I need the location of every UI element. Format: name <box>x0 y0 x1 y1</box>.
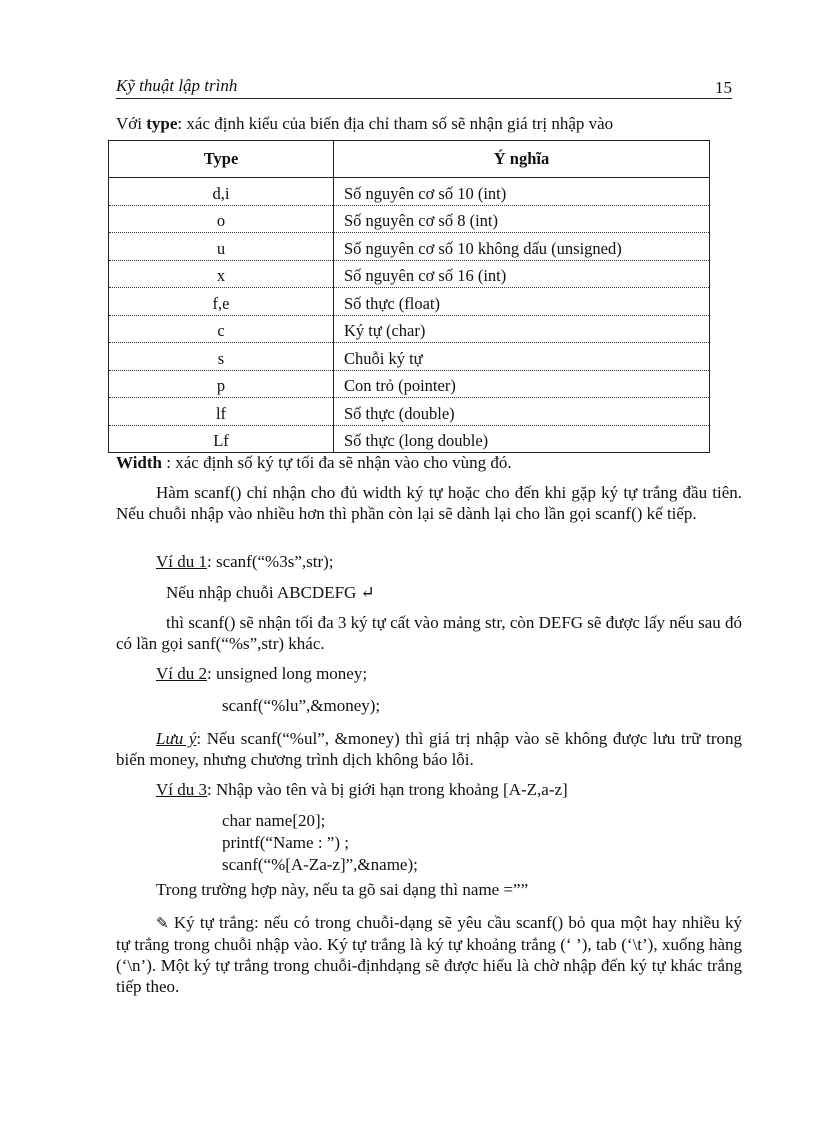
column-header-meaning: Ý nghĩa <box>334 141 710 178</box>
table-row <box>109 288 710 316</box>
meaning-cell: Số nguyên cơ số 16 (int) <box>334 260 710 288</box>
type-cell: c <box>109 315 334 343</box>
example-3-note: Trong trường hợp này, nếu ta gõ sai dạng thì name =”” <box>156 880 529 899</box>
page-header <box>116 76 732 99</box>
table-header-row <box>109 141 710 178</box>
example-3: Ví du 3: Nhập vào tên và bị giới hạn trong khoảng [A-Z,a-z] <box>156 780 568 799</box>
type-cell: d,i <box>109 178 334 206</box>
note-paragraph: Lưu ý: Nếu scanf(“%ul”, &money) thì giá trị nhập vào sẽ không được lưu trữ trong biến money, nhưng chương trình dịch không báo lỗi. <box>116 729 742 769</box>
header-title: Kỹ thuật lập trình <box>116 76 238 95</box>
example-2-code: scanf(“%lu”,&money); <box>222 696 381 715</box>
table-row <box>109 260 710 288</box>
whitespace-paragraph: ✎ Ký tự trắng: nếu có trong chuỗi-dạng sẽ yêu cầu scanf() bỏ qua một hay nhiều ký tự trắng trong chuỗi nhập vào. Ký tự trắng là ký tự khoảng trắng (‘ ’), tab (‘\t’), xuống hàng (‘\n’). Một ký tự trắng trong chuỗi-địnhdạng sẽ được hiểu là chờ nhập đến ký tự khác trắng tiếp theo. <box>116 913 742 996</box>
meaning-cell: Ký tự (char) <box>334 315 710 343</box>
type-keyword: type <box>146 114 178 133</box>
pencil-icon: ✎ <box>156 914 169 932</box>
width-definition: Width : xác định số ký tự tối đa sẽ nhận vào cho vùng đó. <box>116 453 512 472</box>
meaning-cell: Số thực (double) <box>334 398 710 426</box>
meaning-cell: Số nguyên cơ số 8 (int) <box>334 205 710 233</box>
code-line: char name[20]; <box>222 811 326 830</box>
type-cell: lf <box>109 398 334 426</box>
example-1-explanation: thì scanf() sẽ nhận tối đa 3 ký tự cất vào mảng str, còn DEFG sẽ được lấy nếu sau đó có lần gọi sanf(“%s”,str) khác. <box>116 613 742 653</box>
type-intro: Với type: xác định kiểu của biến địa chỉ tham số sẽ nhận giá trị nhập vào <box>116 114 614 133</box>
table-row <box>109 205 710 233</box>
example-2-label: Ví du 2 <box>156 664 207 683</box>
meaning-cell: Số nguyên cơ số 10 không dấu (unsigned) <box>334 233 710 261</box>
type-cell: Lf <box>109 425 334 453</box>
meaning-cell: Số thực (float) <box>334 288 710 316</box>
meaning-cell: Số thực (long double) <box>334 425 710 453</box>
table-row <box>109 425 710 453</box>
table-row <box>109 343 710 371</box>
type-cell: p <box>109 370 334 398</box>
code-line: printf(“Name : ”) ; <box>222 833 349 852</box>
table-row <box>109 178 710 206</box>
example-1-input: Nếu nhập chuỗi ABCDEFG ↵ <box>166 583 375 602</box>
table-row <box>109 315 710 343</box>
table-row <box>109 398 710 426</box>
table-row <box>109 370 710 398</box>
type-table <box>108 140 710 453</box>
type-cell: u <box>109 233 334 261</box>
column-header-type: Type <box>109 141 334 178</box>
note-label: Lưu ý <box>156 729 197 748</box>
type-cell: x <box>109 260 334 288</box>
example-3-label: Ví du 3 <box>156 780 207 799</box>
page-number: 15 <box>715 78 732 97</box>
example-1: Ví du 1: scanf(“%3s”,str); <box>156 552 334 571</box>
example-3-code <box>222 810 418 876</box>
type-cell: s <box>109 343 334 371</box>
meaning-cell: Con trỏ (pointer) <box>334 370 710 398</box>
meaning-cell: Số nguyên cơ số 10 (int) <box>334 178 710 206</box>
scanf-width-paragraph: Hàm scanf() chỉ nhận cho đủ width ký tự hoặc cho đến khi gặp ký tự trắng đầu tiên. Nếu chuỗi nhập vào nhiều hơn thì phần còn lại sẽ dành lại cho lần gọi scanf() kế tiếp. <box>116 483 742 523</box>
example-1-label: Ví du 1 <box>156 552 207 571</box>
table-row <box>109 233 710 261</box>
width-keyword: Width <box>116 453 162 472</box>
type-cell: o <box>109 205 334 233</box>
example-2: Ví du 2: unsigned long money; <box>156 664 368 683</box>
type-cell: f,e <box>109 288 334 316</box>
meaning-cell: Chuỗi ký tự <box>334 343 710 371</box>
code-line: scanf(“%[A-Za-z]”,&name); <box>222 855 418 874</box>
